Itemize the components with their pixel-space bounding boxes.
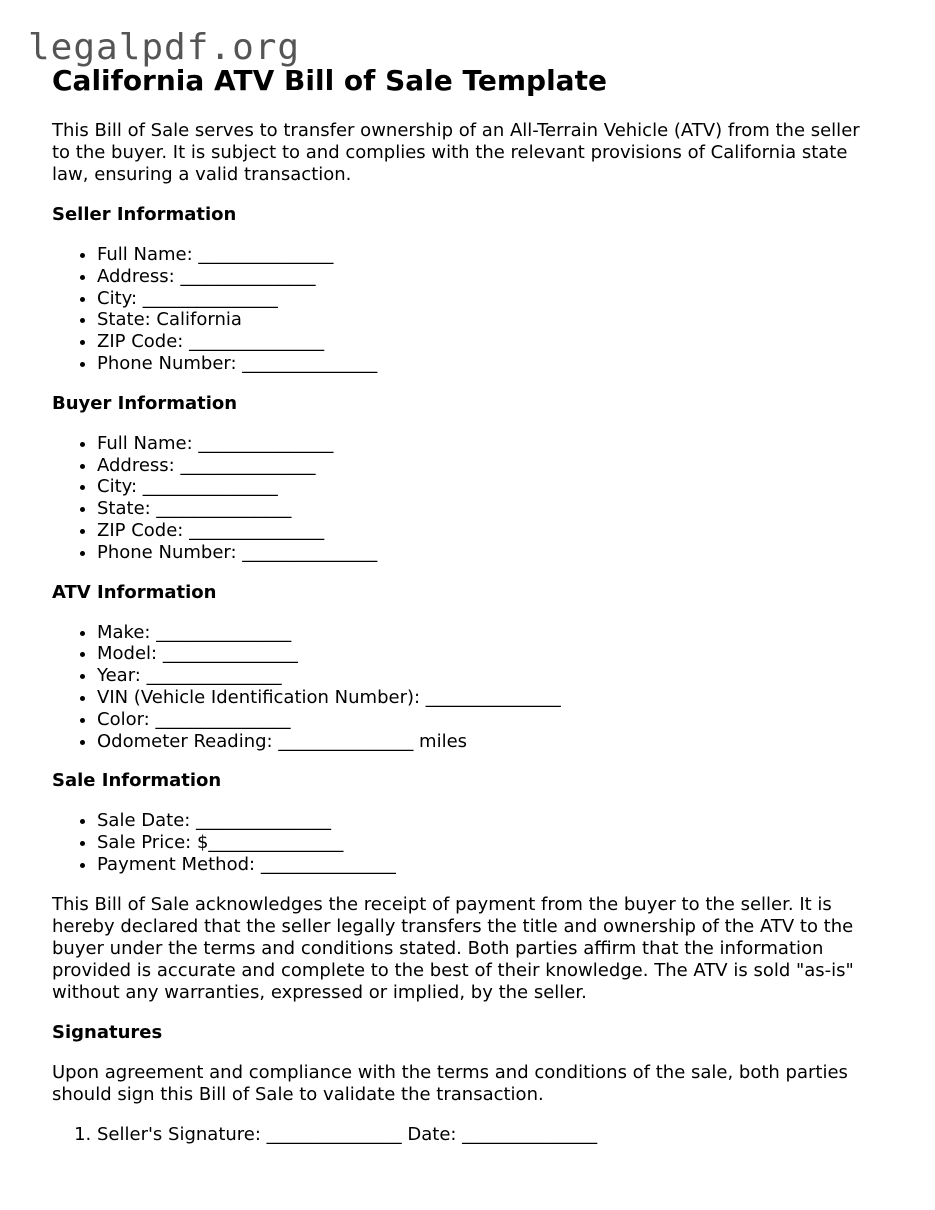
atv-year: • Year: _______________ <box>97 665 882 687</box>
atv-make: • Make: _______________ <box>97 622 882 644</box>
document-body <box>52 64 882 1146</box>
atv-odometer: • Odometer Reading: _______________ miles <box>97 731 882 753</box>
seller-heading: Seller Information <box>52 204 237 225</box>
buyer-state: • State: _______________ <box>97 498 882 520</box>
buyer-info-list <box>52 433 882 564</box>
signatures-list <box>52 1124 882 1146</box>
watermark-logo: legalpdf.org <box>28 27 301 68</box>
buyer-phone: • Phone Number: _______________ <box>97 542 882 564</box>
signatures-heading: Signatures <box>52 1021 163 1043</box>
buyer-address: • Address: _______________ <box>97 455 882 477</box>
seller-zip: • ZIP Code: _______________ <box>97 331 882 353</box>
seller-city: • City: _______________ <box>97 288 882 310</box>
intro-paragraph: This Bill of Sale serves to transfer ownership of an All-Terrain Vehicle (ATV) from the seller to the buyer. It is subject to and complies with the relevant provisions of California state law, ensuring a valid transaction. <box>52 120 860 185</box>
buyer-full-name: • Full Name: _______________ <box>97 433 882 455</box>
signatures-paragraph: Upon agreement and compliance with the terms and conditions of the sale, both parties should sign this Bill of Sale to validate the transaction. <box>52 1061 848 1105</box>
seller-address: • Address: _______________ <box>97 266 882 288</box>
seller-state: • State: California <box>97 309 882 331</box>
atv-color: • Color: _______________ <box>97 709 882 731</box>
atv-info-list <box>52 622 882 753</box>
sale-date: • Sale Date: _______________ <box>97 810 882 832</box>
atv-model: • Model: _______________ <box>97 643 882 665</box>
page-title: California ATV Bill of Sale Template <box>52 64 607 97</box>
atv-heading: ATV Information <box>52 581 217 603</box>
buyer-city: • City: _______________ <box>97 476 882 498</box>
sale-heading: Sale Information <box>52 770 222 792</box>
buyer-heading: Buyer Information <box>52 392 238 414</box>
payment-method: • Payment Method: _______________ <box>97 854 882 876</box>
atv-vin: • VIN (Vehicle Identification Number): _______________ <box>97 687 882 709</box>
buyer-zip: • ZIP Code: _______________ <box>97 520 882 542</box>
seller-info-list <box>52 244 882 375</box>
sale-price: • Sale Price: $_______________ <box>97 832 882 854</box>
seller-signature-line: 1. Seller's Signature: _______________ Date: _______________ <box>97 1124 882 1146</box>
acknowledgement-paragraph: This Bill of Sale acknowledges the receipt of payment from the buyer to the seller. It is hereby declared that the seller legally transfers the title and ownership of the ATV to the buyer under the terms and conditions stated. Both parties affirm that the information provided is accurate and complete to the best of their knowledge. The ATV is sold "as-is" without any warranties, expressed or implied, by the seller. <box>52 893 854 1003</box>
seller-full-name: • Full Name: _______________ <box>97 244 882 266</box>
seller-phone: • Phone Number: _______________ <box>97 353 882 375</box>
sale-info-list <box>52 810 882 875</box>
